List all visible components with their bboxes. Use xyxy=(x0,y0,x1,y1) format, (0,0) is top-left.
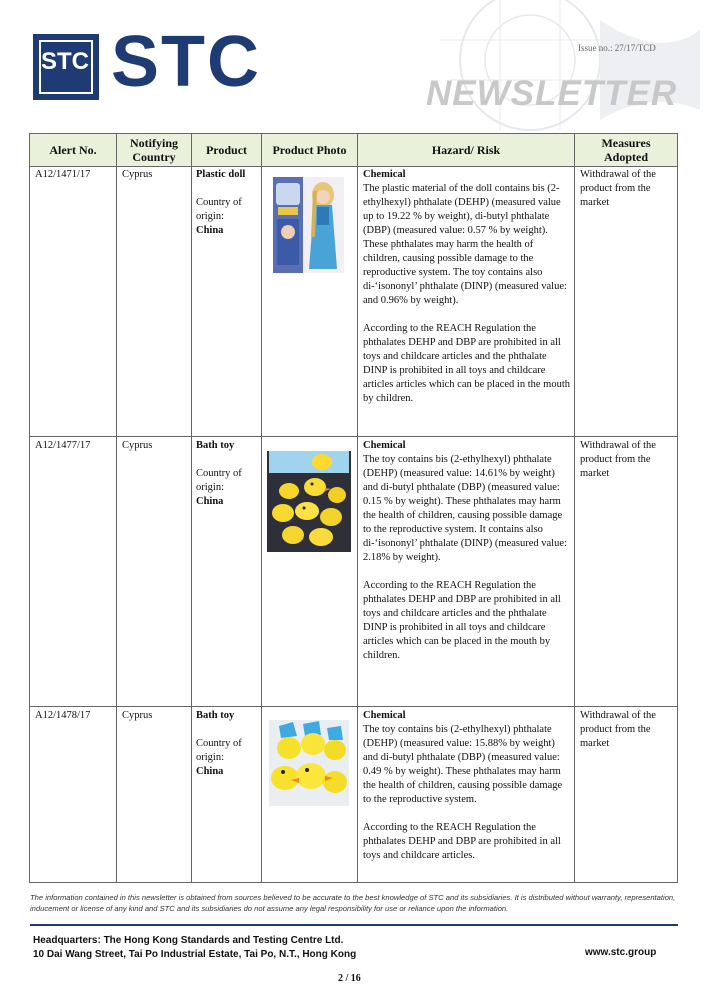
col-header-product: Product xyxy=(205,143,248,157)
table-row-2-measures: Withdrawal of the product from the market xyxy=(580,440,656,479)
headquarters-address xyxy=(33,934,356,962)
origin-label: Country of origin: xyxy=(196,738,242,763)
website-link[interactable]: www.stc.group xyxy=(585,947,657,958)
bath-ducks-bag-photo xyxy=(267,451,351,552)
logo-letters: STC xyxy=(41,48,89,75)
origin-country: China xyxy=(196,496,224,507)
hazard-description: The plastic material of the doll contains bis (2-ethylhexyl) phthalate (DEHP) (measured value up to 19.22 % by weight), di-butyl phthalate (DBP) (measured value: 0.57 % by weight). These phthalates may harm the health of children, causing possible damage to the reproductive system. The toy contains also di-‘isononyl’ phthalate (DINP) (measured value: and 0.96% by weight). xyxy=(363,183,567,306)
bath-ducks-photo xyxy=(269,720,349,806)
regulation-note: According to the REACH Regulation the phthalates DEHP and DBP are prohibited in all toys and childcare articles. xyxy=(363,822,561,861)
table-row-3-product xyxy=(196,709,259,779)
table-row-1-hazard xyxy=(363,168,572,406)
hazard-description: The toy contains bis (2-ethylhexyl) phthalate (DEHP) (measured value: 14.61% by weight) and di-butyl phthalate (DBP) (measured value: 0.15 % by weight). These phthalates may harm the health of children, causing possible damage to the reproductive system. It contains also di-‘isononyl’ phthalate (DINP) (measured value: 2.18% by weight). xyxy=(363,454,567,563)
hazard-title: Chemical xyxy=(363,169,406,180)
newsletter-title: NEWSLETTER xyxy=(426,74,678,113)
brand-name: STC xyxy=(111,22,261,102)
footer-divider xyxy=(30,924,678,926)
table-row-3-measures: Withdrawal of the product from the market xyxy=(580,710,656,749)
disclaimer-text: The information contained in this newsletter is obtained from sources believed to be accurate to the best knowledge of STC and its subsidiaries. It is distributed without warranty, representation, inducement or license of any kind and STC and its subsidiaries do not assume any legal responsibility for use or reliance upon the information. xyxy=(30,893,676,913)
issue-number: Issue no.: 27/17/TCD xyxy=(578,43,656,53)
table-row-2-country: Cyprus xyxy=(122,440,153,451)
alerts-table xyxy=(29,133,678,883)
table-row-3-alert-no: A12/1478/17 xyxy=(35,710,91,721)
col-header-product-photo: Product Photo xyxy=(272,143,347,157)
hq-line-1: Headquarters: The Hong Kong Standards and Testing Centre Ltd. xyxy=(33,935,344,946)
origin-country: China xyxy=(196,225,224,236)
col-header-hazard-risk: Hazard/ Risk xyxy=(431,143,501,157)
origin-country: China xyxy=(196,766,224,777)
regulation-note: According to the REACH Regulation the phthalates DEHP and DBP are prohibited in all toys and childcare articles and the phthalate DINP is prohibited in all toys and childcare articles articles which can be placed in the mouth by children. xyxy=(363,323,571,404)
table-row-2-hazard xyxy=(363,439,572,663)
doll-photo xyxy=(273,177,344,273)
col-header-notifying-country: Notifying Country xyxy=(130,136,178,164)
product-name: Bath toy xyxy=(196,440,235,451)
hazard-title: Chemical xyxy=(363,440,406,451)
hazard-title: Chemical xyxy=(363,710,406,721)
table-row-1-country: Cyprus xyxy=(122,169,153,180)
origin-label: Country of origin: xyxy=(196,468,242,493)
col-header-measures-adopted: Measures Adopted xyxy=(601,136,651,164)
hq-line-2: 10 Dai Wang Street, Tai Po Industrial Estate, Tai Po, N.T., Hong Kong xyxy=(33,949,357,960)
page-number: 2 / 16 xyxy=(338,973,361,984)
table-row-3-hazard xyxy=(363,709,572,863)
regulation-note: According to the REACH Regulation the phthalates DEHP and DBP are prohibited in all toys and childcare articles and the phthalate DINP is prohibited in all toys and childcare articles which can be placed in the mouth by children. xyxy=(363,580,561,661)
stc-logo-mark xyxy=(33,34,99,100)
table-row-1-measures: Withdrawal of the product from the market xyxy=(580,169,656,208)
table-row-2-product xyxy=(196,439,259,509)
product-name: Plastic doll xyxy=(196,169,246,180)
table-row-2-alert-no: A12/1477/17 xyxy=(35,440,91,451)
origin-label: Country of origin: xyxy=(196,197,242,222)
table-row-3-country: Cyprus xyxy=(122,710,153,721)
col-header-alert-no: Alert No. xyxy=(49,143,97,157)
product-name: Bath toy xyxy=(196,710,235,721)
table-row-1-alert-no: A12/1471/17 xyxy=(35,169,91,180)
hazard-description: The toy contains bis (2-ethylhexyl) phthalate (DEHP) (measured value: 15.88% by weight) and di-butyl phthalate (DBP) (measured value: 0.49 % by weight). These phthalates may harm the health of children, causing possible damage to the reproductive system. xyxy=(363,724,563,805)
table-row-1-product xyxy=(196,168,259,238)
